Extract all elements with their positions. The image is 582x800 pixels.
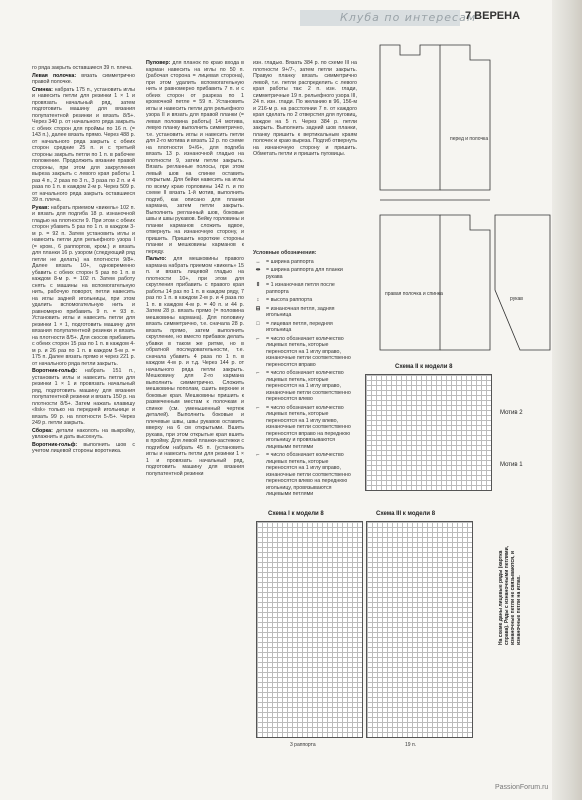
scheme1-title: Схема I к модели 8 [268,511,324,517]
paragraph-heading: Спинка: [32,86,55,93]
legend-symbol: ⊟ [255,305,261,312]
paragraph-text: выполнить шов с учетом лицевой стороны воротника. [32,441,135,454]
text-column-3 [253,60,357,159]
paragraph-text: детали наколоть на выкройку, увлажнить и дать высохнуть. [32,427,135,440]
scheme2-title: Схема II к модели 8 [395,364,453,370]
legend-text: = высота раппорта [266,297,313,303]
paragraph-text: изн. гладью. Вязать 384 р. по схеме III на плотности 9+/7-, затем петли закрыть. Правую планку вязать симметрично левой, т.е. петли распределить с левого края работы так: 2 п. изн. глади, симметричные 19 п. рельефного узора III, 24 п. изн. глади. По желанию в 96, 156-м и 216-м р. на расстоянии 7 п. от каждого края сделать по 2 отверстия для пуговиц, каждое на 5 п. Через 384 р. петли закрыть. Выполнить задний шов планки, планку пришить к вертикальным краям полочек и краю выреза. Подгиб отвернуть на изнаночную сторону и пришить. Обметать петли и пришить пуговицы. [253,60,357,157]
legend-text: = число обозначает количество лицевых петель, которые переносятся на 1 иглу вправо, изнаночные петли соответственно переносятся вправо [266,335,351,368]
legend-symbol: ⌐ [256,404,260,411]
text-column-2 [146,60,244,478]
legend-symbol: ⇕ [255,282,261,288]
legend-symbol: ⇹ [255,267,261,273]
paragraph-heading: Левая полочка: [32,72,82,79]
column1-paragraph [32,73,135,86]
header-band-text: Клуба по интересам [340,11,477,24]
legend-text: = ширина раппорта для планки рукава [266,267,343,280]
front-outline [380,45,440,190]
scheme2-grid [365,374,492,491]
paragraph-text: набрать 151 п., установить иглы и навесить петли для резинки 1 × 1 и провязать начальный ряд, подготовить машину для вязания полупатентной резинки и вязать 150 р. на плотности 8/5+. Затем нажать клавишу «lisk» только на передней игольнице и вязать 99 р. на плотности 5-/5+. Через 249 р. петли закрыть. [32,368,135,426]
legend-item [253,282,357,295]
pattern-schematics [360,30,560,360]
legend-item [253,452,357,498]
side-note: На схеме даны лицевые ряды (картка справа). Ряды с изнаночными петлями, изнаночные петли не связываются, и изнаночные петли на иглах. [498,545,522,645]
site-watermark: PassionForum.ru [495,784,549,791]
scheme1-grid [256,521,363,738]
sleeve-label: рукав [510,296,523,302]
column1-paragraph [32,205,135,368]
legend-item [253,336,357,369]
legend-text: = число обозначает количество лицевых петель, которые переносятся на 1 иглу влево, изнаночные петли соответственно переносятся вправо на переднюю игольницу и провязываются лицевыми петлями [266,404,351,450]
legend-item [253,267,357,280]
paragraph-heading: Воротник-гольф: [32,441,84,448]
legend [253,250,357,500]
legend-symbol: ⌐ [256,370,260,376]
legend-item [253,370,357,403]
paragraph-text: набрать приемом «викель» 102 п. и вязать для подгиба 18 р. изнаночной гладью на плотности 9. При этом с обеих сторон убавить 5 раз по 1 п. в каждом 3-м р. = 92 п. Затем установить иглы и навесить петли для рельефного узора I (= кром., 6 раппортов, кром.) и вязать для планки 16 р. узором (следующий ряд петли не делать) на плотности 9/8+. Далее вязать 10+, одновременно убавить с обеих сторон 5 раз по 1 п. в каждом 8-м р. = 102 п. Затем работу снять с машины на вспомогательную нить, рабочую поворот, петли навесить на иглы задней игольницы, при этом удалить вспомогательную нить и равномерно прибавить 9 п. = 93 п. Установить иглы и навесить петли для резинки 1 × 1, подготовить машину для вязания полупатентной резинки и вязать на плотности 8/5+. Для скосов прибавить с обеих сторон 15 раз по 1 п. в каждом 4-м р. и 26 раз по 1 п. в каждом 5-м р. = 175 п. Далее вязать прямо и через 221 р. от начального ряда петли закрыть. [32,204,135,367]
front-label: перед и полочка [450,136,489,142]
scheme3-bottom: 19 п. [405,742,417,748]
column1-paragraph [32,87,135,204]
paragraph-text: для планок по краю входа в карман навесить на иглы по 50 п. (рабочая сторона = лицевая сторона), при этом удалить вспомогательную нить и равномерно прибавить 7 п. и с обеих сторон от разреза по 1 кромочной петле = 59 п. Установить иглы и навесить петли для рельефного узора II и вязать для правой планки (= левая половина работы) 14 мотива, левую планку выполнить симметрично, т.е. установить иглы и навесить петли для 2-го мотива и вязать 12 р. по схеме на плотности 9+/6+, для подгиба вязать 13 р. изнаночной гладью на плотности 9, затем петли закрыть. Вязать регланные полосы, при этом левый шов на спинке оставить открытым. Для бейки навесить на иглы по всему краю горловины 142 п. и по схеме II вязать 1-й мотив, выполнить подгиб, как описано для планки кармана, затем петли закрыть. Выполнить регланный шов, боковые швы и швы рукавов. Бейку горловины и планки карманов сложить вдвое, отвернуть на изнаночную сторону, и пришить. Пришить короткие стороны планки и мешковины карманов к переду. [146,60,244,255]
paragraph-text: го ряда закрыть оставшиеся 39 п. плеча. [32,65,133,71]
legend-text: = изнаночная петля, задняя игольница [266,305,335,318]
legend-symbol: ⌐ [256,452,260,458]
legend-text: = число обозначает количество лицевых петель, которые переносятся на 1 иглу вправо, изнаночные петли соответственно переносятся влево [266,370,351,402]
legend-item [253,259,357,266]
legend-item [253,405,357,451]
legend-item [253,321,357,334]
sleeve-outline [495,215,550,350]
text-column-1 [32,65,135,456]
legend-item [253,297,357,304]
column1-paragraph [32,428,135,441]
column1-paragraph [32,65,135,72]
back-label: правая полочка и спинка [385,291,443,297]
legend-symbol: □ [256,320,260,327]
column3-paragraph [253,60,357,158]
front-side-outline [440,45,490,190]
column2-paragraph [146,60,244,255]
legend-symbol: ⌐ [256,335,260,342]
paragraph-heading: Воротник-гольф: [32,368,85,374]
motif1-label: Мотив 1 [500,462,523,468]
legend-text: = 1 изнаночная петля после раппорта [266,282,335,295]
paragraph-heading: Сборка: [32,427,57,434]
legend-item [253,306,357,319]
scheme1-bottom: 3 раппорта [290,742,316,748]
legend-text: = лицевая петля, передняя игольница [266,320,333,333]
column1-paragraph [32,442,135,455]
back-outline [380,215,440,350]
paragraph-text: набрать 175 п., установить иглы и навесить петли для резинки 1 × 1 и провязать начальный ряд, затем подготовить машину для вязания полупатентной резинки и вязать 8/5+. Через 340 р. от начального ряда закрыть с обеих сторон для проймы по 16 п. (= 143 п.), далее вязать прямо. Через 488 р. от начального ряда закрыть с обеих сторон средние 25 п. и с третьей стороны закрыть петли по 1 п. в рабочее положение. Продолжить вязание правой стороны, при этом для закругления выреза закрыть с левого края работы 1 раз 4 п., 2 раза по 3 п., 3 раза по 2 п. и 4 раза по 1 п. в каждом 2-м р. Через 509 р. от начального ряда закрыть оставшиеся 39 п. плеча. [32,86,135,203]
back-side-outline [440,215,490,350]
column1-paragraph [32,368,135,427]
paragraph-heading: Пальто: [146,256,174,262]
column2-paragraph [146,256,244,477]
scheme3-title: Схема III к модели 8 [376,511,436,517]
magazine-title: 7 ВЕРЕНА [465,10,521,22]
motif2-label: Мотив 2 [500,410,523,416]
legend-text: = число обозначает количество лицевых петель, которые переносятся на 1 иглу вправо, изнаночные петли соответственно переносятся влево на переднюю игольницу, провязываются лицевыми петлями [266,452,351,497]
legend-text: = ширина раппорта [266,258,314,265]
paragraph-heading: Рукав: [32,204,51,211]
legend-items [253,259,357,498]
paragraph-heading: Пуловер: [146,60,173,66]
legend-symbol: ↔ [255,258,261,265]
legend-title: Условные обозначения: [253,250,317,256]
scheme3-grid [366,521,473,738]
paragraph-text: для мешковины правого кармана набрать приемом «викель» 15 п. и вязать лицевой гладью на плотности 10+, при этом для скругления прибавить с правого края работы 14 раз по 1 п. в каждом ряду, 7 раз по 1 п. в каждом 2-м р. и 4 раза по 1 п. в каждом 4-м р. = 40 п. и 44 р. Затем 28 р. вязать прямо (= половина мешковины кармана). Для половину вязать симметрично, т.е. сначала 28 р. вязать прямо, затем выполнить скругление, но вместо прибавок делать убавки в таком же ритме, но в обратной последовательности, т.е. сначала убавить 4 раза по 1 п. в каждом 4-м р. и т.д. Через 144 р. от начального ряда петли закрыть. Мешковину для 2-го кармана выполнить симметрично. Сложить мешковины пополам, сшить верхние и боковые края. Мешковины пришить к размеченным местам к полочкам и спинке (см. уменьшенный чертеж деталей). Выполнить боковые и плечевые швы, швы рукавов оставить вверху на 6 см открытыми. Вшить рукава, при этом открытые края вшить в пройму. Для левой планки-застежки с подгибом набрать 45 п. (установить иглы и навесить петли для резинки 1 × 1 и провязать начальный ряд, подготовить машину для вязания полупатентной резинки [146,256,244,477]
paragraph-text: вязать симметрично правой полочке. [32,72,135,85]
legend-symbol: ↕ [256,297,260,303]
